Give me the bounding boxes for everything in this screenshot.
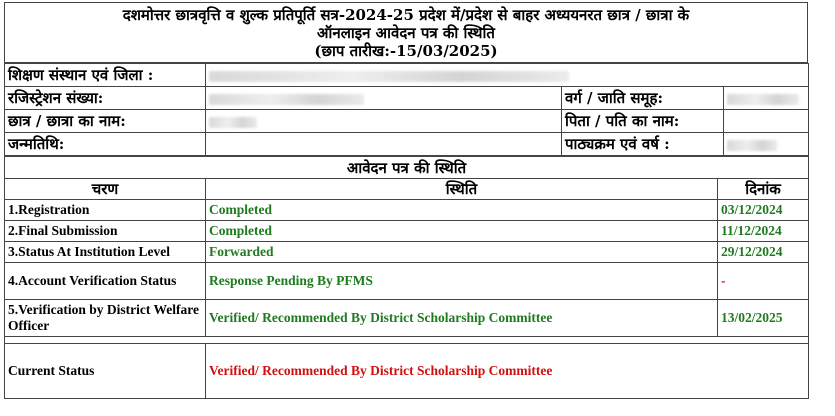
table-row	[5, 242, 809, 263]
column-header-date: दिनांक	[718, 179, 809, 200]
redacted-value	[209, 117, 257, 128]
header-table	[4, 2, 808, 63]
table-row	[5, 263, 809, 300]
stage-date: 13/02/2025	[718, 300, 809, 337]
course-value	[724, 133, 809, 156]
stage-name: 3.Status At Institution Level	[5, 242, 206, 263]
stage-name: 1.Registration	[5, 200, 206, 221]
spacer-cell	[5, 337, 809, 344]
current-status-value: Verified/ Recommended By District Scholarship Committee	[206, 344, 809, 399]
father-name-label: पिता / पति का नाम:	[562, 110, 724, 133]
stage-status: Completed	[206, 221, 718, 242]
category-value	[724, 87, 809, 110]
institution-value	[206, 64, 809, 87]
category-label: वर्ग / जाति समूह:	[562, 87, 724, 110]
registration-value	[206, 87, 562, 110]
status-section-title: आवेदन पत्र की स्थिति	[5, 157, 809, 179]
title-line-2: ऑनलाइन आवेदन पत्र की स्थिति	[317, 24, 495, 42]
stage-name: 2.Final Submission	[5, 221, 206, 242]
redacted-value	[727, 94, 799, 105]
column-header-stage: चरण	[5, 179, 206, 200]
info-table	[4, 63, 809, 156]
redacted-value	[727, 140, 777, 151]
row-spacer	[5, 337, 809, 344]
dob-label: जन्मतिथि:	[5, 133, 206, 156]
print-date: (छाप तारीख:-15/03/2025)	[314, 42, 498, 60]
stage-date: 29/12/2024	[718, 242, 809, 263]
registration-label: रजिस्ट्रेशन संख्या:	[5, 87, 206, 110]
course-label: पाठ्यक्रम एवं वर्ष :	[562, 133, 724, 156]
student-name-value	[206, 110, 562, 133]
column-header-status: स्थिति	[206, 179, 718, 200]
institution-label: शिक्षण संस्थान एवं जिला :	[5, 64, 206, 87]
stage-name: 4.Account Verification Status	[5, 263, 206, 300]
title-line-1: दशमोत्तर छात्रवृत्ति व शुल्क प्रतिपूर्ति सत्र-2024-25 प्रदेश में/प्रदेश से बाहर अध्ययनरत छात्र / छात्रा के	[122, 6, 690, 24]
stage-status: Completed	[206, 200, 718, 221]
stage-status: Verified/ Recommended By District Scholarship Committee	[206, 300, 718, 337]
redacted-value	[209, 94, 364, 105]
table-row	[5, 300, 809, 337]
status-table	[4, 156, 809, 399]
table-row	[5, 221, 809, 242]
page-header	[5, 3, 808, 63]
stage-status: Response Pending By PFMS	[206, 263, 718, 300]
stage-date: -	[718, 263, 809, 300]
student-name-label: छात्र / छात्रा का नाम:	[5, 110, 206, 133]
application-status-sheet	[4, 2, 808, 399]
current-status-label: Current Status	[5, 344, 206, 399]
table-row	[5, 200, 809, 221]
stage-status: Forwarded	[206, 242, 718, 263]
dob-value	[206, 133, 562, 156]
stage-date: 11/12/2024	[718, 221, 809, 242]
stage-name: 5.Verification by District Welfare Officer	[5, 300, 206, 337]
redacted-value	[209, 71, 569, 82]
stage-date: 03/12/2024	[718, 200, 809, 221]
current-status-row	[5, 344, 809, 399]
father-name-value	[724, 110, 809, 133]
